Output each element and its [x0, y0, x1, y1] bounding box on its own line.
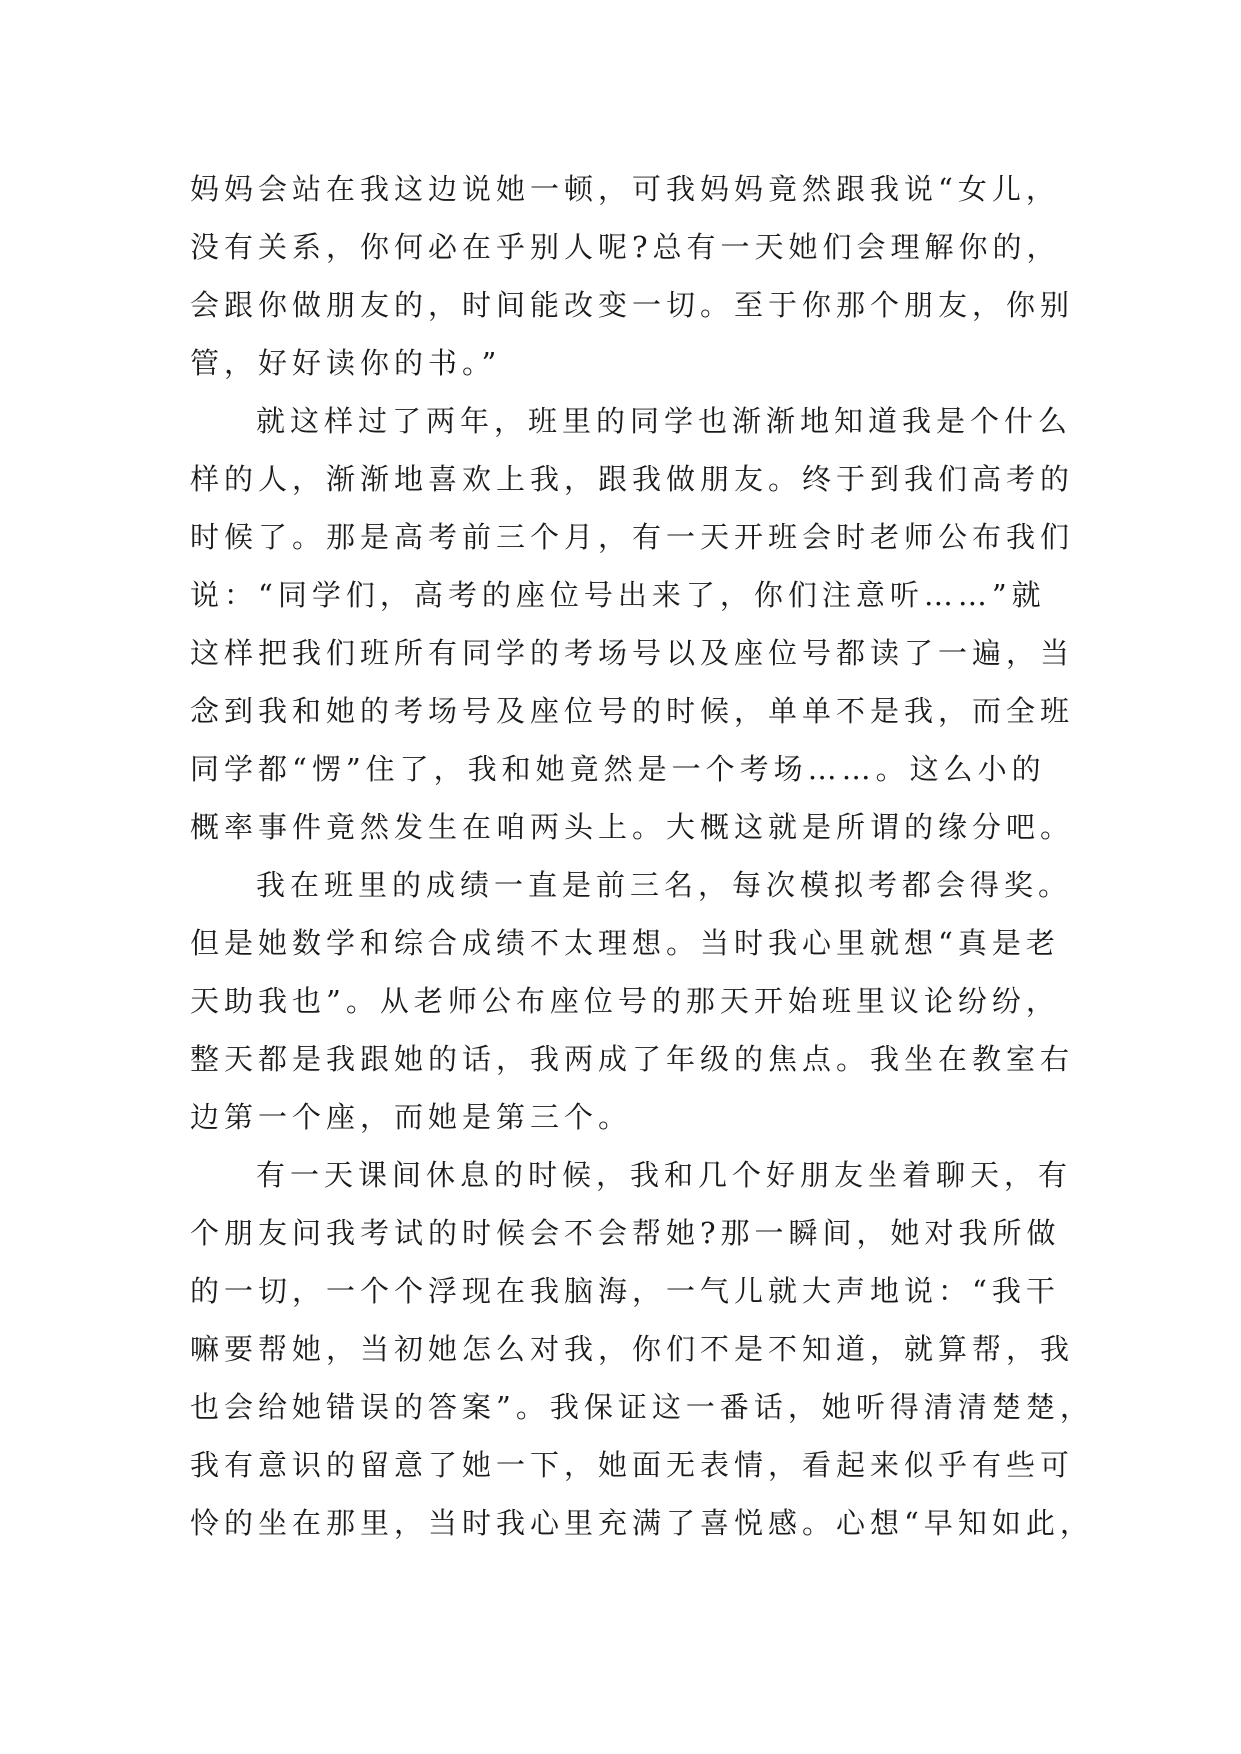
text-line: 说：“同学们，高考的座位号出来了，你们注意听……”就: [190, 578, 1046, 612]
text-line: 个朋友问我考试的时候会不会帮她?那一瞬间，她对我所做: [190, 1216, 1061, 1250]
text-line: 天助我也”。从老师公布座位号的那天开始班里议论纷纷，: [190, 984, 1060, 1018]
text-line: 妈妈会站在我这边说她一顿，可我妈妈竟然跟我说“女儿，: [190, 172, 1060, 206]
text-line: 这样把我们班所有同学的考场号以及座位号都读了一遍，当: [190, 636, 1075, 670]
text-line: 我在班里的成绩一直是前三名，每次模拟考都会得奖。: [256, 868, 1073, 902]
text-line: 嘛要帮她，当初她怎么对我，你们不是不知道，就算帮，我: [190, 1332, 1075, 1366]
text-line: 管，好好读你的书。”: [190, 346, 502, 380]
text-line: 没有关系，你何必在乎别人呢?总有一天她们会理解你的，: [190, 230, 1061, 264]
text-line: 会跟你做朋友的，时间能改变一切。至于你那个朋友，你别: [190, 288, 1075, 322]
text-line: 我有意识的留意了她一下，她面无表情，看起来似乎有些可: [190, 1448, 1075, 1482]
body-text: [190, 160, 1094, 1552]
text-line: 就这样过了两年，班里的同学也渐渐地知道我是个什么: [256, 404, 1073, 438]
text-line: 也会给她错误的答案”。我保证这一番话，她听得清清楚楚，: [190, 1390, 1094, 1424]
text-line: 但是她数学和综合成绩不太理想。当时我心里就想“真是老: [190, 926, 1060, 960]
text-line: 怜的坐在那里，当时我心里充满了喜悦感。心想“早知如此，: [190, 1506, 1094, 1540]
text-line: 整天都是我跟她的话，我两成了年级的焦点。我坐在教室右: [190, 1042, 1075, 1076]
text-line: 有一天课间休息的时候，我和几个好朋友坐着聊天，有: [256, 1158, 1073, 1192]
text-line: 同学都“愣”住了，我和她竟然是一个考场……。这么小的: [190, 752, 1046, 786]
text-line: 的一切，一个个浮现在我脑海，一气儿就大声地说：“我干: [190, 1274, 1060, 1308]
text-line: 念到我和她的考场号及座位号的时候，单单不是我，而全班: [190, 694, 1075, 728]
text-line: 样的人，渐渐地喜欢上我，跟我做朋友。终于到我们高考的: [190, 462, 1075, 496]
text-line: 时候了。那是高考前三个月，有一天开班会时老师公布我们: [190, 520, 1075, 554]
text-line: 边第一个座，而她是第三个。: [190, 1100, 633, 1134]
text-line: 概率事件竟然发生在咱两头上。大概这就是所谓的缘分吧。: [190, 810, 1075, 844]
